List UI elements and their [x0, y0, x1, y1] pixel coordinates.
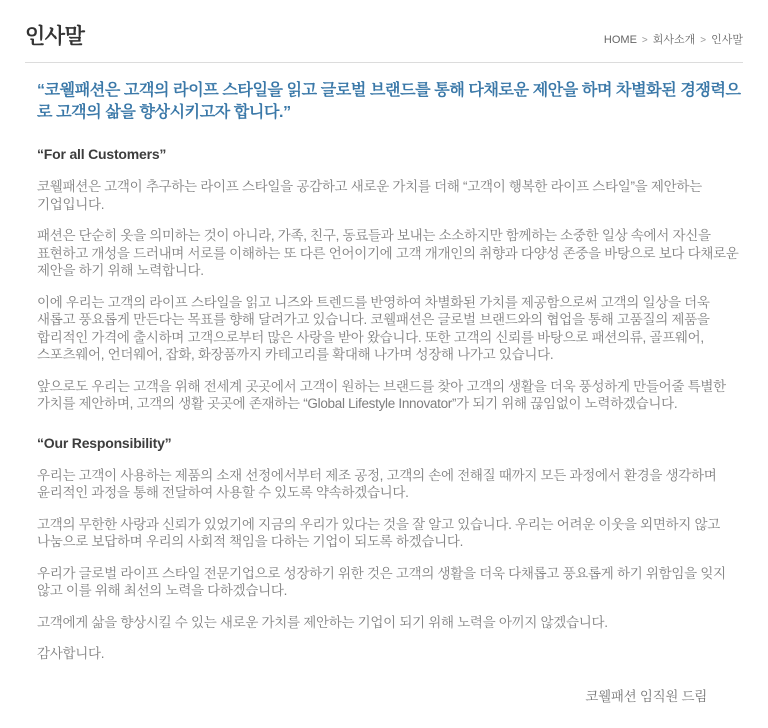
intro-quote: “코웰패션은 고객의 라이프 스타일을 읽고 글로벌 브랜드를 통해 다채로운 제안을 하며 차별화된 경쟁력으로 고객의 삶을 향상시키고자 합니다.” [37, 82, 741, 121]
signature: 코웰패션 임직원 드림 [585, 688, 707, 704]
paragraph-thanks: 감사합니다. [37, 646, 105, 661]
breadcrumb [604, 31, 743, 50]
page-title: 인사말 [25, 25, 85, 48]
paragraph-responsibility-2: 고객의 무한한 사랑과 신뢰가 있었기에 지금의 우리가 있다는 것을 잘 알고 있습니다. 우리는 어려운 이웃을 외면하지 않고 나눔으로 보답하며 우리의 사회적 책임을 다하는 기업이 되도록 하겠습니다. [37, 516, 720, 549]
paragraph-responsibility-4: 고객에게 삶을 향상시킬 수 있는 새로운 가치를 제안하는 기업이 되기 위해 노력을 아끼지 않겠습니다. [37, 614, 608, 630]
paragraph-customers-3: 이에 우리는 고객의 라이프 스타일을 읽고 니즈와 트렌드를 반영하여 차별화된 가치를 제공함으로써 고객의 일상을 더욱 새롭고 풍요롭게 만든다는 목표를 향해 달려가고 있습니다. 코웰패션은 글로벌 브랜드와의 협업을 통해 고품질의 제품을 합리적인 가격에 출시하며 고객으로부터 많은 사랑을 받아 왔습니다. 또한 고객의 신뢰를 바탕으로 패션의류, 골프웨어, 스포츠웨어, 언더웨어, 잡화, 화장품까지 카테고리를 확대해 나가며 성장해 나가고 있습니다. [37, 294, 710, 362]
section-heading-responsibility: “Our Responsibility” [37, 434, 172, 451]
section-heading-customers: “For all Customers” [37, 146, 167, 162]
breadcrumb-link-home[interactable]: HOME [603, 34, 637, 46]
paragraph-customers-1: 코웰패션은 고객이 추구하는 라이프 스타일을 공감하고 새로운 가치를 더해 “고객이 행복한 라이프 스타일”을 제안하는 기업입니다. [37, 179, 702, 212]
greeting-content [0, 63, 768, 705]
page-header [25, 0, 743, 63]
paragraph-responsibility-3: 우리가 글로벌 라이프 스타일 전문기업으로 성장하기 위한 것은 고객의 생활을 더욱 다채롭고 풍요롭게 하기 위함임을 잊지 않고 이를 위해 최선의 노력을 다하겠습니다. [37, 565, 726, 598]
breadcrumb-separator: > [700, 35, 707, 46]
breadcrumb-current[interactable]: 인사말 [711, 34, 743, 46]
breadcrumb-link-company[interactable]: 회사소개 [652, 34, 696, 46]
breadcrumb-separator: > [641, 35, 648, 46]
paragraph-customers-4: 앞으로도 우리는 고객을 위해 전세계 곳곳에서 고객이 원하는 브랜드를 찾아 고객의 생활을 더욱 풍성하게 만들어줄 특별한 가치를 제안하며, 고객의 생활 곳곳에 존재하는 “Global Lifestyle Innovator”가 되기 위해 끊임없이 노력하겠습니다. [37, 378, 726, 411]
paragraph-responsibility-1: 우리는 고객이 사용하는 제품의 소재 선정에서부터 제조 공정, 고객의 손에 전해질 때까지 모든 과정에서 환경을 생각하며 윤리적인 과정을 통해 전달하여 사용할 수 있도록 약속하겠습니다. [37, 467, 717, 500]
paragraph-customers-2: 패션은 단순히 옷을 의미하는 것이 아니라, 가족, 친구, 동료들과 보내는 소소하지만 함께하는 소중한 일상 속에서 자신을 표현하고 개성을 드러내며 서로를 이해하는 또 다른 언어이기에 고객 개개인의 취향과 다양성 존중을 바탕으로 보다 다채로운 제안을 하기 위해 노력합니다. [37, 228, 739, 278]
